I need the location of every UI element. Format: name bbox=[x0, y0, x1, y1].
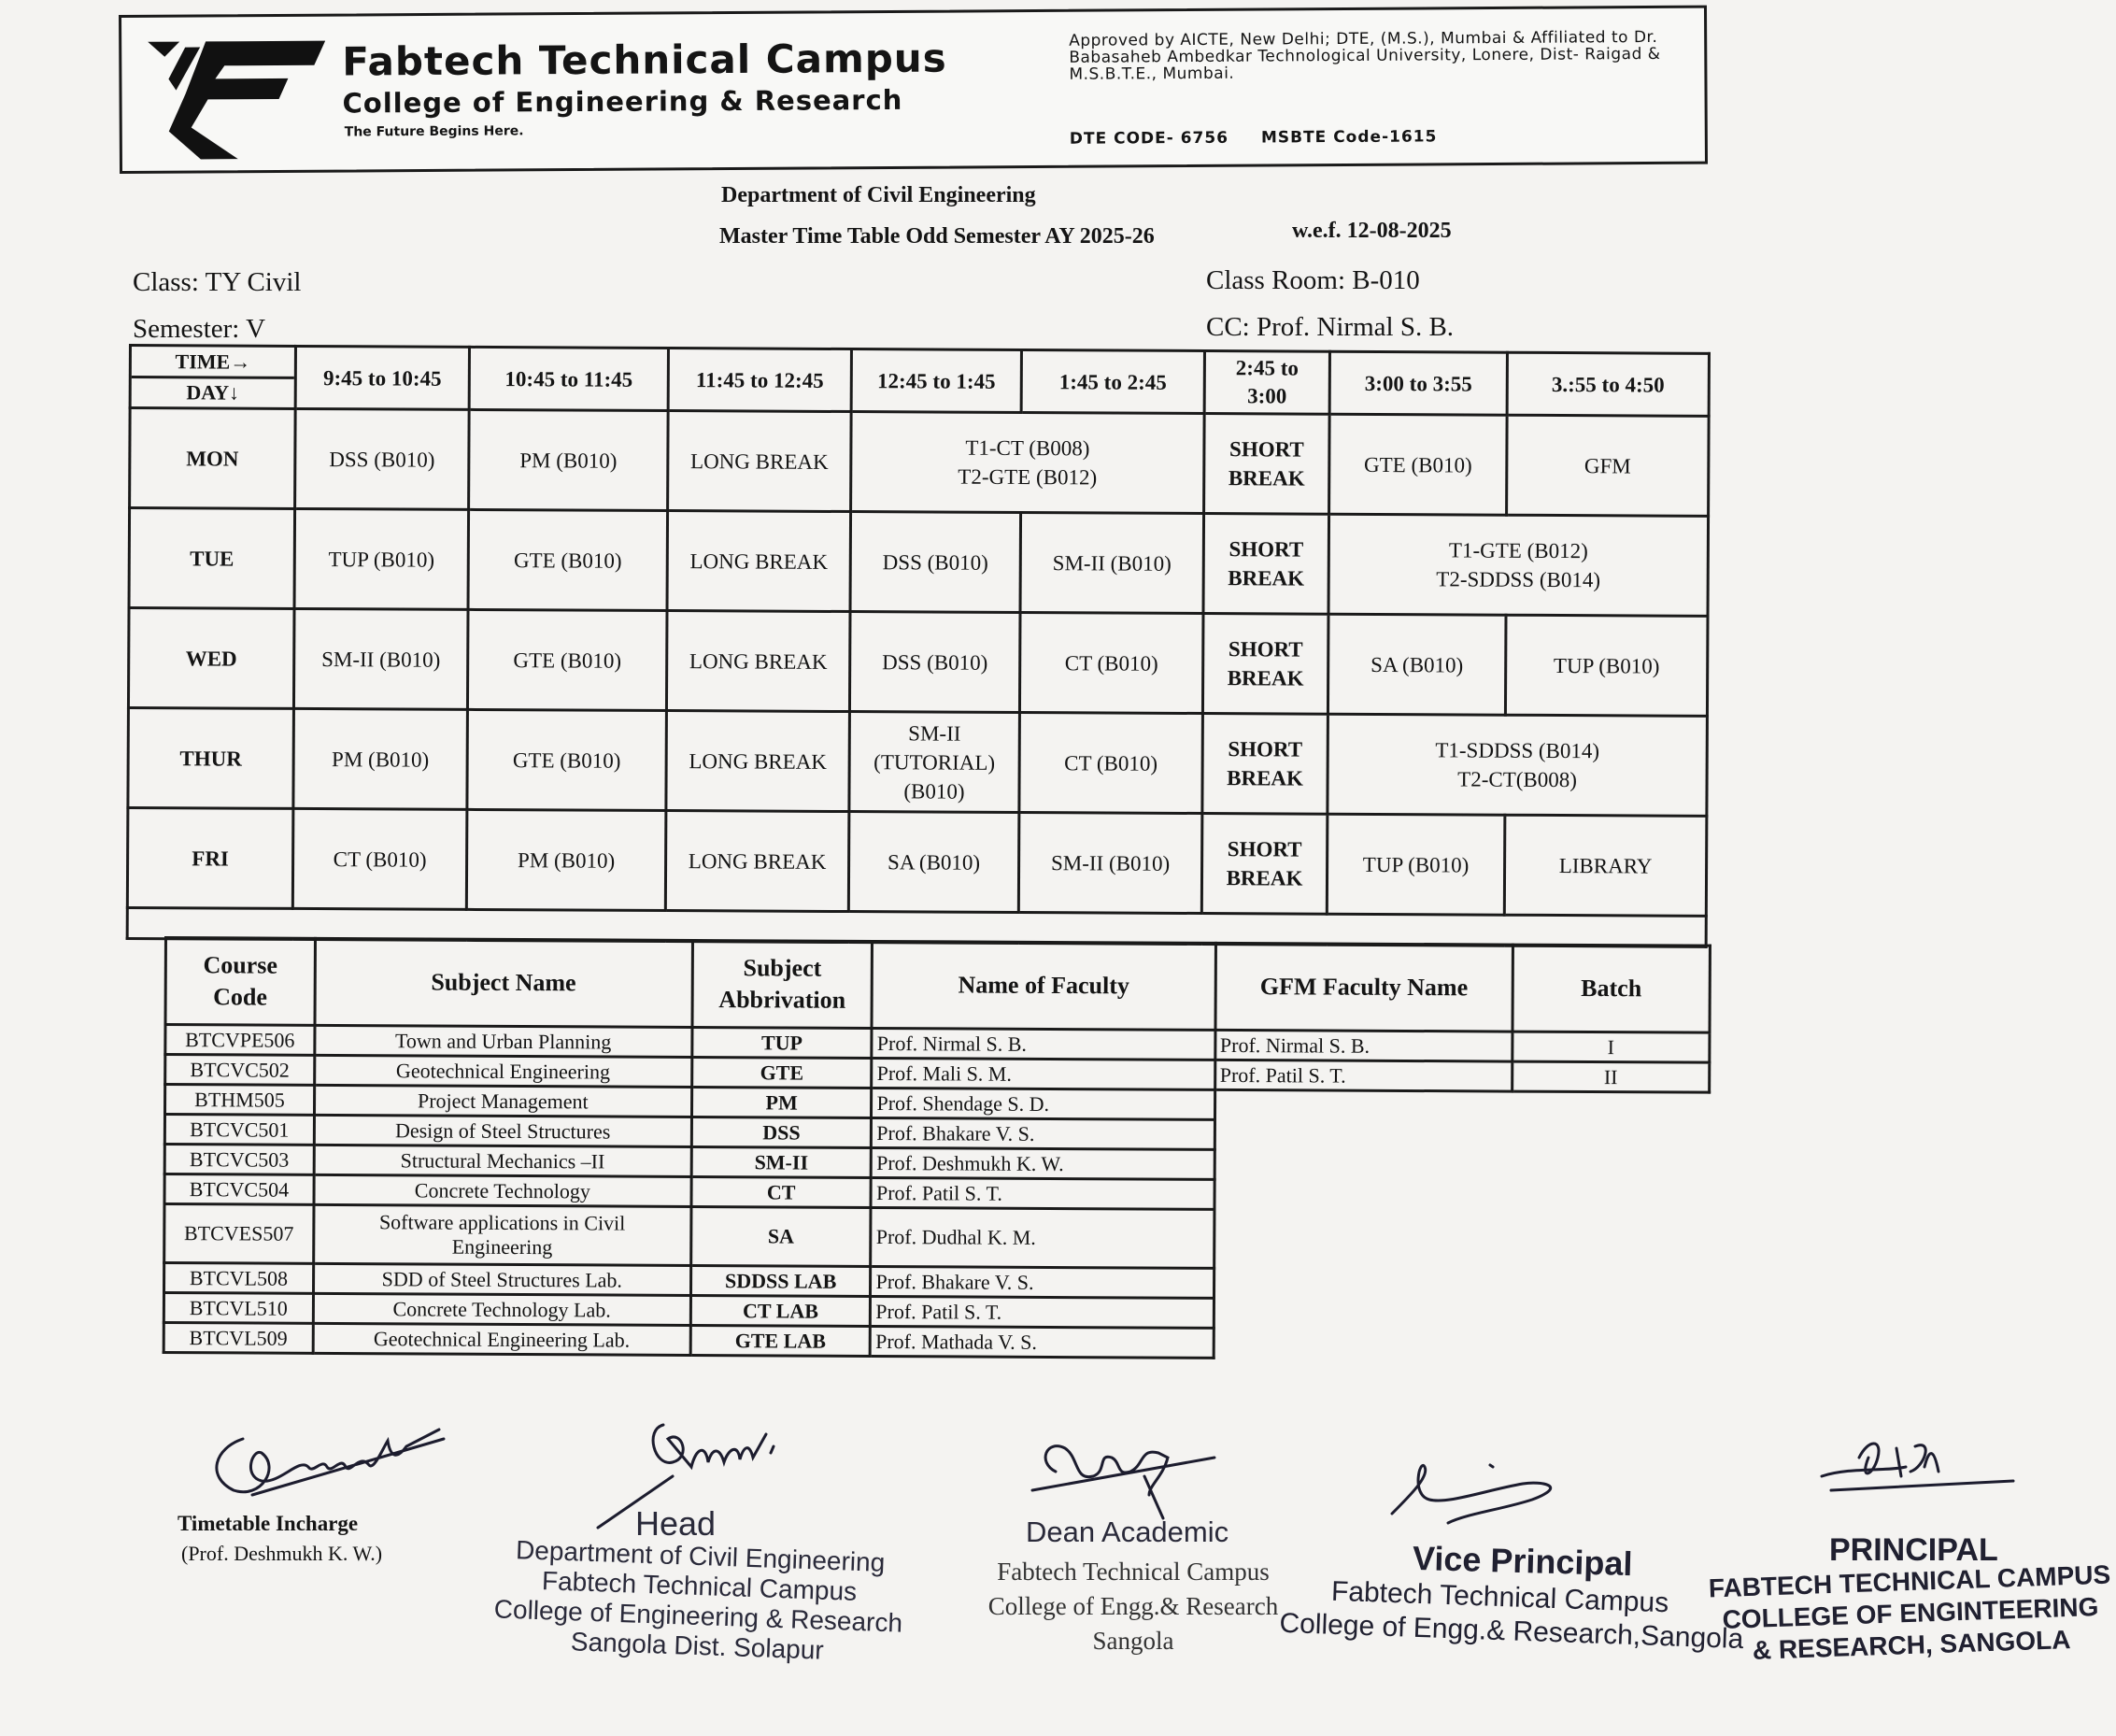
blank-cell bbox=[1214, 1119, 1710, 1152]
lecture-cell: GTE (B010) bbox=[468, 509, 668, 610]
lecture-cell: SA (B010) bbox=[1328, 614, 1506, 715]
slot-header: 3.:55 to 4:50 bbox=[1507, 352, 1709, 416]
long-break-cell: LONG BREAK bbox=[666, 711, 850, 812]
practical-batch-2: T2-SDDSS (B014) bbox=[1436, 567, 1601, 592]
course-code: BTCVC501 bbox=[164, 1115, 314, 1145]
lecture-cell: SA (B010) bbox=[848, 812, 1019, 913]
short-break-cell bbox=[1204, 414, 1330, 515]
dte-code: DTE CODE- 6756 bbox=[1069, 128, 1229, 149]
subject-name-line: Engineering bbox=[451, 1234, 553, 1259]
practical-batch-1: T1-CT (B008) bbox=[965, 435, 1090, 461]
slot-header: 11:45 to 12:45 bbox=[668, 349, 851, 412]
approval-text: Approved by AICTE, New Delhi; DTE, (M.S.), Mumbai & Affiliated to Dr. Babasaheb Ambedkar Technological University, Lonere, Dist- Raigad & M.S.B.T.E., Mumbai. bbox=[1069, 27, 1661, 84]
timetable-header-row bbox=[130, 346, 1709, 417]
college-subtitle: College of Engineering & Research bbox=[342, 83, 903, 120]
day-cell: TUE bbox=[129, 508, 295, 609]
tutorial-room: (B010) bbox=[903, 778, 965, 804]
short-break-text: BREAK bbox=[1228, 466, 1305, 491]
blank-cell bbox=[1214, 1298, 1709, 1330]
header-text: Code bbox=[213, 983, 268, 1011]
classroom-label: Class Room: B-010 bbox=[1206, 265, 1420, 295]
faculty-name: Prof. Dudhal K. M. bbox=[871, 1207, 1214, 1268]
vp-stamp-line: College of Engg.& Research,Sangola bbox=[1278, 1607, 1744, 1656]
course-code: BTHM505 bbox=[165, 1085, 315, 1116]
practical-cell bbox=[1328, 514, 1709, 616]
lecture-cell: LIBRARY bbox=[1504, 815, 1707, 916]
day-label: DAY↓ bbox=[186, 379, 240, 405]
subject-name bbox=[313, 1204, 690, 1265]
department-title: Department of Civil Engineering bbox=[721, 183, 1036, 207]
course-code: BTCVC502 bbox=[165, 1055, 315, 1086]
short-break-text: BREAK bbox=[1227, 666, 1304, 690]
short-break-text: BREAK bbox=[1228, 566, 1305, 591]
blank-cell bbox=[1214, 1268, 1709, 1301]
faculty-name: Prof. Bhakare V. S. bbox=[872, 1117, 1214, 1149]
lecture-cell: CT (B010) bbox=[292, 808, 467, 909]
short-break-cell bbox=[1202, 714, 1328, 815]
slot-header bbox=[1204, 351, 1329, 415]
head-stamp bbox=[473, 1534, 925, 1670]
lecture-cell: TUP (B010) bbox=[1505, 615, 1708, 716]
subject-header-row bbox=[165, 938, 1710, 1033]
gfm-header: GFM Faculty Name bbox=[1215, 943, 1513, 1032]
subject-name: Town and Urban Planning bbox=[315, 1025, 692, 1057]
subject-name: Concrete Technology bbox=[314, 1174, 691, 1206]
faculty-name: Prof. Mali S. M. bbox=[872, 1058, 1214, 1089]
subject-abbr: GTE LAB bbox=[690, 1325, 871, 1356]
head-title: Head bbox=[635, 1504, 717, 1543]
gfm-batch: I bbox=[1512, 1032, 1710, 1062]
class-coordinator: CC: Prof. Nirmal S. B. bbox=[1206, 312, 1455, 342]
day-cell: WED bbox=[128, 608, 294, 709]
lecture-cell: SM-II (B010) bbox=[1020, 513, 1204, 614]
dean-stamp-line: Fabtech Technical Campus bbox=[997, 1558, 1270, 1586]
lecture-cell: SM-II (B010) bbox=[293, 608, 468, 709]
head-stamp-line: College of Engineering & Research bbox=[493, 1594, 903, 1638]
timetable bbox=[126, 344, 1708, 948]
principal-stamp-line: COLLEGE OF ENGINTEERING bbox=[1722, 1591, 2099, 1635]
lecture-cell: DSS (B010) bbox=[295, 408, 470, 509]
subject-name: Geotechnical Engineering bbox=[314, 1055, 691, 1087]
course-code: BTCVC503 bbox=[164, 1145, 314, 1175]
practical-cell bbox=[851, 412, 1205, 514]
subject-name: Structural Mechanics –II bbox=[314, 1145, 691, 1176]
day-cell: MON bbox=[130, 408, 296, 509]
principal-title: PRINCIPAL bbox=[1829, 1532, 1998, 1568]
day-cell: FRI bbox=[127, 808, 293, 909]
practical-batch-2: T2-GTE (B012) bbox=[958, 464, 1098, 490]
faculty-name: Prof. Bhakare V. S. bbox=[871, 1266, 1214, 1298]
slot-header: 1:45 to 2:45 bbox=[1021, 350, 1204, 414]
lecture-cell: PM (B010) bbox=[469, 409, 669, 510]
faculty-name: Prof. Nirmal S. B. bbox=[872, 1028, 1214, 1060]
lecture-cell: SM-II (B010) bbox=[1018, 812, 1202, 913]
incharge-signature-icon bbox=[206, 1402, 448, 1504]
vice-principal-signature-icon bbox=[1383, 1458, 1588, 1551]
lecture-cell: GTE (B010) bbox=[1329, 414, 1508, 515]
lecture-cell: GFM bbox=[1507, 415, 1710, 516]
head-stamp-line: Department of Civil Engineering bbox=[515, 1535, 886, 1577]
course-code: BTCVES507 bbox=[164, 1204, 314, 1264]
abbreviation-header bbox=[692, 940, 873, 1028]
long-break-cell: LONG BREAK bbox=[667, 511, 851, 612]
college-tagline: The Future Begins Here. bbox=[344, 123, 524, 140]
short-break-cell bbox=[1203, 514, 1329, 615]
principal-stamp bbox=[1708, 1559, 2112, 1669]
short-break-text: SHORT bbox=[1228, 537, 1304, 562]
subject-name-header: Subject Name bbox=[315, 938, 692, 1027]
course-code: BTCVC504 bbox=[164, 1174, 314, 1205]
course-code: BTCVL509 bbox=[163, 1323, 313, 1354]
long-break-cell: LONG BREAK bbox=[666, 611, 850, 712]
blank-cell bbox=[1214, 1149, 1710, 1182]
short-break-cell bbox=[1202, 614, 1328, 715]
lecture-cell: DSS (B010) bbox=[850, 512, 1021, 613]
short-break-text: SHORT bbox=[1228, 737, 1303, 761]
subject-abbr: GTE bbox=[691, 1057, 872, 1088]
subject-abbr: CT bbox=[691, 1176, 872, 1207]
principal-stamp-line: & RESEARCH, SANGOLA bbox=[1752, 1625, 2071, 1665]
slot-header: 3:00 to 3:55 bbox=[1329, 351, 1507, 415]
short-break-text: SHORT bbox=[1228, 637, 1303, 662]
gfm-batch: II bbox=[1512, 1061, 1710, 1092]
msbte-code: MSBTE Code-1615 bbox=[1260, 127, 1438, 148]
faculty-name: Prof. Patil S. T. bbox=[871, 1296, 1214, 1328]
time-label: TIME→ bbox=[132, 348, 294, 379]
gfm-name: Prof. Nirmal S. B. bbox=[1214, 1030, 1512, 1061]
slot-header: 10:45 to 11:45 bbox=[469, 347, 668, 410]
time-day-corner bbox=[130, 346, 295, 409]
faculty-name: Prof. Patil S. T. bbox=[871, 1177, 1214, 1209]
subject-abbr: PM bbox=[691, 1087, 872, 1117]
lecture-cell: DSS (B010) bbox=[849, 612, 1020, 713]
principal-signature-icon bbox=[1812, 1430, 2037, 1514]
slot-header-text: 2:45 to 3:00 bbox=[1235, 356, 1299, 408]
subject-table bbox=[163, 936, 1711, 1362]
college-name: Fabtech Technical Campus bbox=[342, 35, 947, 85]
vice-principal-title: Vice Principal bbox=[1412, 1538, 1633, 1584]
head-stamp-line: Fabtech Technical Campus bbox=[541, 1566, 858, 1606]
slot-header: 9:45 to 10:45 bbox=[295, 346, 469, 409]
header-text: Abbrivation bbox=[718, 986, 846, 1014]
principal-stamp-line: FABTECH TECHNICAL CAMPUS bbox=[1708, 1559, 2111, 1603]
subject-name: Design of Steel Structures bbox=[314, 1115, 691, 1146]
long-break-cell: LONG BREAK bbox=[665, 811, 849, 912]
vice-principal-stamp bbox=[1278, 1573, 1744, 1656]
faculty-name: Prof. Shendage S. D. bbox=[872, 1088, 1214, 1119]
slot-header: 12:45 to 1:45 bbox=[851, 349, 1021, 413]
day-row-tue bbox=[129, 508, 1709, 617]
college-header bbox=[119, 6, 1708, 174]
subject-abbr: SDDSS LAB bbox=[690, 1265, 871, 1296]
blank-cell bbox=[1214, 1328, 1709, 1360]
blank-cell bbox=[1214, 1179, 1710, 1212]
practical-batch-1: T1-GTE (B012) bbox=[1448, 538, 1588, 563]
practical-batch-1: T1-SDDSS (B014) bbox=[1435, 738, 1600, 763]
dean-stamp-line: Sangola bbox=[1092, 1627, 1174, 1655]
lecture-cell: GTE (B010) bbox=[467, 609, 667, 710]
day-row-thur bbox=[128, 708, 1708, 817]
course-code: BTCVL510 bbox=[163, 1293, 313, 1324]
subject-name: Concrete Technology Lab. bbox=[313, 1293, 690, 1325]
day-cell: THUR bbox=[128, 708, 294, 809]
dean-title: Dean Academic bbox=[1026, 1515, 1229, 1548]
lecture-cell: TUP (B010) bbox=[1327, 814, 1505, 915]
tutorial-subject: SM-II bbox=[908, 720, 961, 746]
faculty-header: Name of Faculty bbox=[872, 941, 1215, 1030]
wef-date: w.e.f. 12-08-2025 bbox=[1292, 219, 1452, 243]
dean-stamp bbox=[979, 1555, 1287, 1658]
long-break-cell: LONG BREAK bbox=[668, 411, 852, 512]
lecture-cell: TUP (B010) bbox=[294, 508, 469, 609]
subject-name: Geotechnical Engineering Lab. bbox=[313, 1323, 690, 1355]
batch-header: Batch bbox=[1512, 945, 1711, 1032]
subject-abbr: SA bbox=[690, 1206, 871, 1266]
semester-label: Semester: V bbox=[133, 314, 266, 344]
course-code: BTCVL508 bbox=[164, 1263, 314, 1294]
lecture-cell: CT (B010) bbox=[1019, 712, 1203, 813]
class-label: Class: TY Civil bbox=[133, 267, 302, 297]
day-row-wed bbox=[128, 608, 1708, 717]
header-text: Course bbox=[203, 951, 278, 979]
college-logo-icon bbox=[148, 37, 326, 160]
course-code-header bbox=[165, 938, 315, 1026]
day-row-fri bbox=[127, 808, 1707, 917]
gfm-name: Prof. Patil S. T. bbox=[1214, 1060, 1512, 1091]
table-row bbox=[164, 1204, 1709, 1272]
header-text: Subject bbox=[743, 954, 822, 982]
subject-name-line: Software applications in Civil bbox=[378, 1210, 626, 1235]
course-code: BTCVPE506 bbox=[165, 1025, 315, 1056]
day-row-mon bbox=[130, 408, 1710, 517]
short-break-text: BREAK bbox=[1227, 766, 1304, 790]
incharge-title: Timetable Incharge bbox=[178, 1512, 359, 1535]
vp-stamp-line: Fabtech Technical Campus bbox=[1330, 1575, 1669, 1619]
practical-cell bbox=[1328, 714, 1708, 816]
faculty-name: Prof. Mathada V. S. bbox=[871, 1326, 1214, 1358]
subject-abbr: TUP bbox=[692, 1027, 873, 1058]
subject-abbr: DSS bbox=[691, 1117, 872, 1147]
blank-cell bbox=[1214, 1089, 1710, 1122]
lecture-cell: PM (B010) bbox=[466, 809, 666, 910]
short-break-text: BREAK bbox=[1226, 866, 1303, 890]
tutorial-type: (TUTORIAL) bbox=[873, 749, 996, 775]
short-break-text: SHORT bbox=[1229, 437, 1304, 462]
institute-codes bbox=[1070, 127, 1464, 149]
practical-batch-2: T2-CT(B008) bbox=[1457, 767, 1578, 792]
timetable-title: Master Time Table Odd Semester AY 2025-26 bbox=[719, 224, 1155, 249]
faculty-name: Prof. Deshmukh K. W. bbox=[872, 1147, 1214, 1179]
subject-name: SDD of Steel Structures Lab. bbox=[313, 1263, 690, 1295]
head-stamp-line: Sangola Dist. Solapur bbox=[570, 1627, 825, 1665]
short-break-text: SHORT bbox=[1227, 837, 1302, 861]
lecture-cell: GTE (B010) bbox=[467, 709, 667, 810]
subject-abbr: SM-II bbox=[691, 1146, 872, 1177]
subject-abbr: CT LAB bbox=[690, 1295, 871, 1326]
dean-signature-icon bbox=[1028, 1420, 1233, 1523]
subject-name: Project Management bbox=[314, 1085, 691, 1117]
lecture-cell: PM (B010) bbox=[293, 708, 468, 809]
tutorial-cell bbox=[849, 712, 1020, 813]
blank-cell bbox=[1214, 1209, 1709, 1271]
dean-stamp-line: College of Engg.& Research bbox=[987, 1592, 1279, 1620]
lecture-cell: CT (B010) bbox=[1019, 612, 1203, 713]
incharge-name: (Prof. Deshmukh K. W.) bbox=[181, 1542, 383, 1565]
short-break-cell bbox=[1201, 814, 1328, 915]
